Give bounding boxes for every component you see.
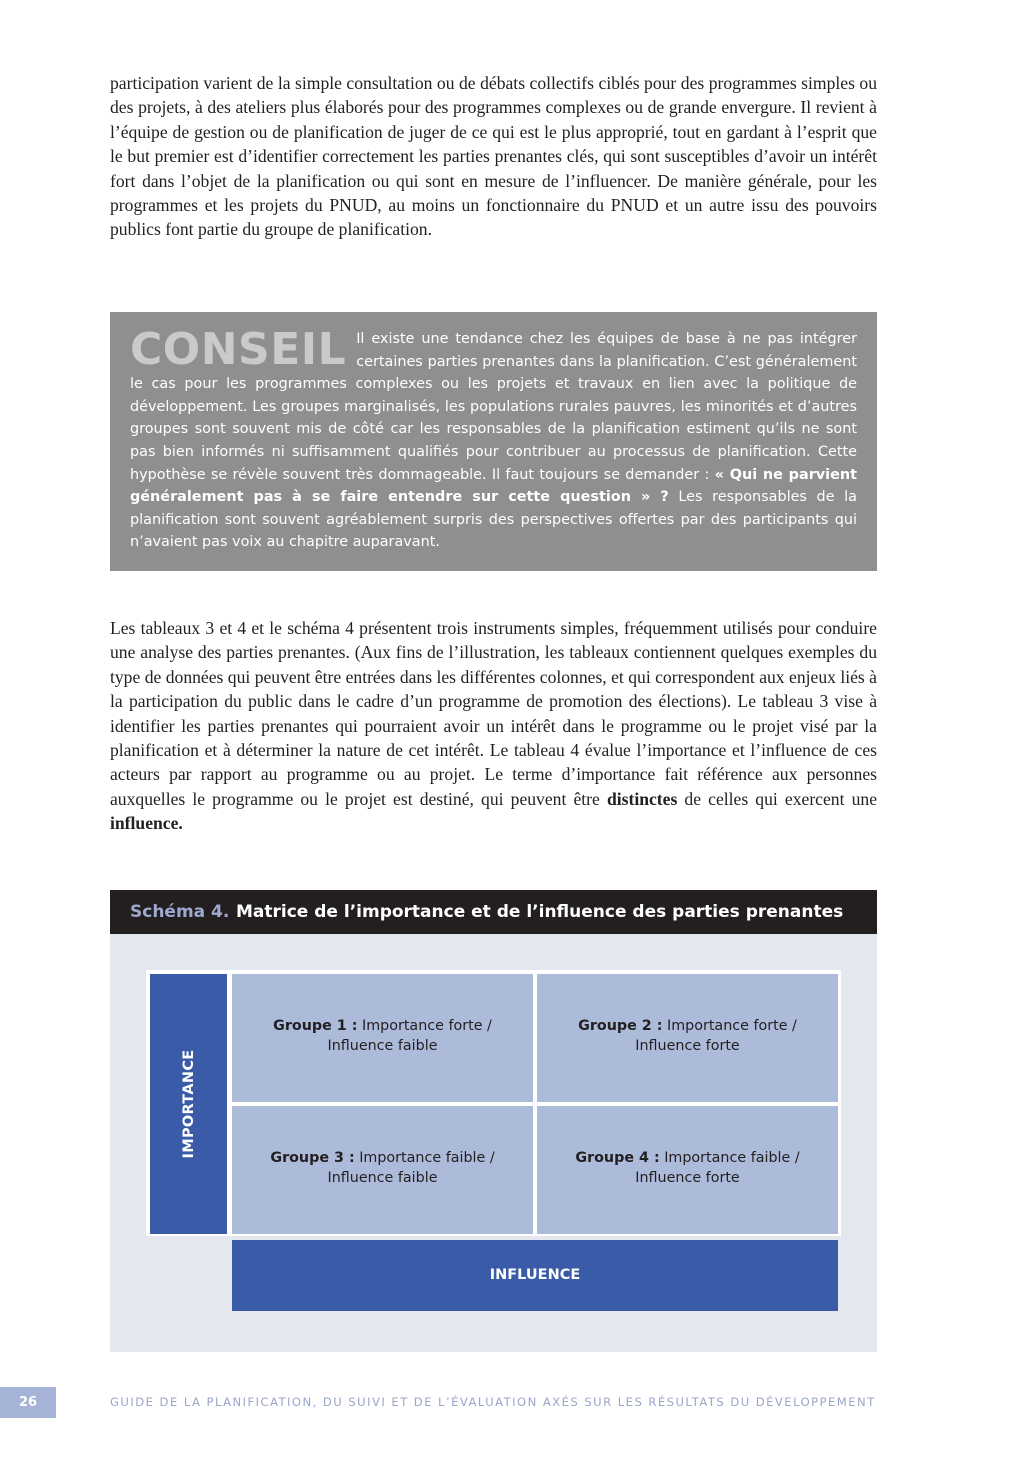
tip-text-end: Les responsables de la planification sont souvent agréablement surpris des perspectives offertes par des participants qui n’avaient pas voix au chapitre auparavant. xyxy=(130,489,857,551)
para2-text-middle: de celles qui exercent une xyxy=(677,788,878,809)
tip-label: CONSEIL xyxy=(130,324,347,375)
para2-bold-influence: influence. xyxy=(110,813,183,834)
matrix-cell-group-3 xyxy=(232,1106,533,1234)
importance-axis-label: IMPORTANCE xyxy=(180,1049,197,1159)
tip-question: « Qui ne parvient généralement pas à se faire entendre sur cette question » ? xyxy=(130,466,857,506)
cell-group-label: Groupe 3 : xyxy=(270,1150,355,1166)
tip-box xyxy=(110,312,877,571)
cell-line1: Importance forte / xyxy=(662,1018,797,1034)
cell-line2: Influence forte xyxy=(635,1037,740,1054)
para2-bold-distinctes: distinctes xyxy=(606,788,678,809)
para2-text: Les tableaux 3 et 4 et le schéma 4 présentent trois instruments simples, fréquemment utilisés pour conduire une analyse des parties prenantes. (Aux fins de l’illustration, les tableaux contiennent quelques exemples du type de données qui peuvent être entrées dans les différentes colonnes, et qui correspondent aux enjeux liés à la participation du public dans le cadre d’un programme de promotion des élections). Le tableau 3 vise à identifier les parties prenantes qui pourraient avoir un intérêt dans le programme ou le projet visé par la planification et à déterminer la nature de cet intérêt. Le tableau 4 évalue l’importance et l’influence de ces acteurs par rapport au programme ou au projet. Le terme d’importance fait référence aux personnes auxquelles le programme ou le projet est destiné, qui peuvent être xyxy=(110,618,877,809)
schema-label: Schéma 4. xyxy=(130,902,230,922)
cell-group-label: Groupe 2 : xyxy=(578,1018,663,1034)
matrix-cell-group-1 xyxy=(232,974,533,1102)
matrix-cell-group-4 xyxy=(537,1106,838,1234)
cell-group-label: Groupe 1 : xyxy=(273,1018,358,1034)
tip-text: Il existe une tendance chez les équipes de base à ne pas intégrer certaines parties prenantes dans la planification. C’est généralement le cas pour les programmes complexes ou les projets et travaux en lien avec la politique de développement. Les groupes marginalisés, les populations rurales pauvres, les minorités et d’autres groupes sont souvent mis de côté car les responsables de la planification estiment qu’ils ne sont pas bien informés ni suffisamment qualifiés pour contribuer au processus de planification. Cette hypothèse se révèle souvent très dommageable. Il faut toujours se demander : xyxy=(130,331,857,483)
body-paragraph-1: participation varient de la simple consultation ou de débats collectifs ciblés pour des programmes simples ou des projets, à des ateliers plus élaborés pour des programmes complexes ou de grande envergure. Il revient à l’équipe de gestion ou de planification de juger de ce qui est le plus approprié, tout en gardant à l’esprit que le but premier est d’identifier correctement les parties prenantes clés, qui sont susceptibles d’avoir un intérêt fort dans l’objet de la planification ou qui sont en mesure de l’influencer. De manière générale, pour les programmes et les projets du PNUD, au moins un fonctionnaire du PNUD et un autre issu des pouvoirs publics font partie du groupe de planification. xyxy=(110,73,877,240)
cell-line1: Importance faible / xyxy=(354,1150,495,1166)
cell-line2: Influence forte xyxy=(635,1169,740,1186)
cell-line1: Importance faible / xyxy=(659,1150,800,1166)
schema-header xyxy=(110,890,877,934)
cell-line2: Influence faible xyxy=(327,1169,438,1186)
cell-line2: Influence faible xyxy=(327,1037,438,1054)
matrix-cell-group-2 xyxy=(537,974,838,1102)
influence-axis: INFLUENCE xyxy=(232,1240,838,1311)
schema-title: Matrice de l’importance et de l’influence des parties prenantes xyxy=(236,902,844,922)
page-number: 26 xyxy=(0,1387,56,1418)
body-paragraph-2 xyxy=(110,616,877,836)
cell-line1: Importance forte / xyxy=(357,1018,492,1034)
running-footer: GUIDE DE LA PLANIFICATION, DU SUIVI ET DE L’ÉVALUATION AXÉS SUR LES RÉSULTATS DU DÉVELOPPEMENT xyxy=(110,1395,876,1409)
cell-group-label: Groupe 4 : xyxy=(575,1150,660,1166)
importance-axis xyxy=(150,974,227,1234)
